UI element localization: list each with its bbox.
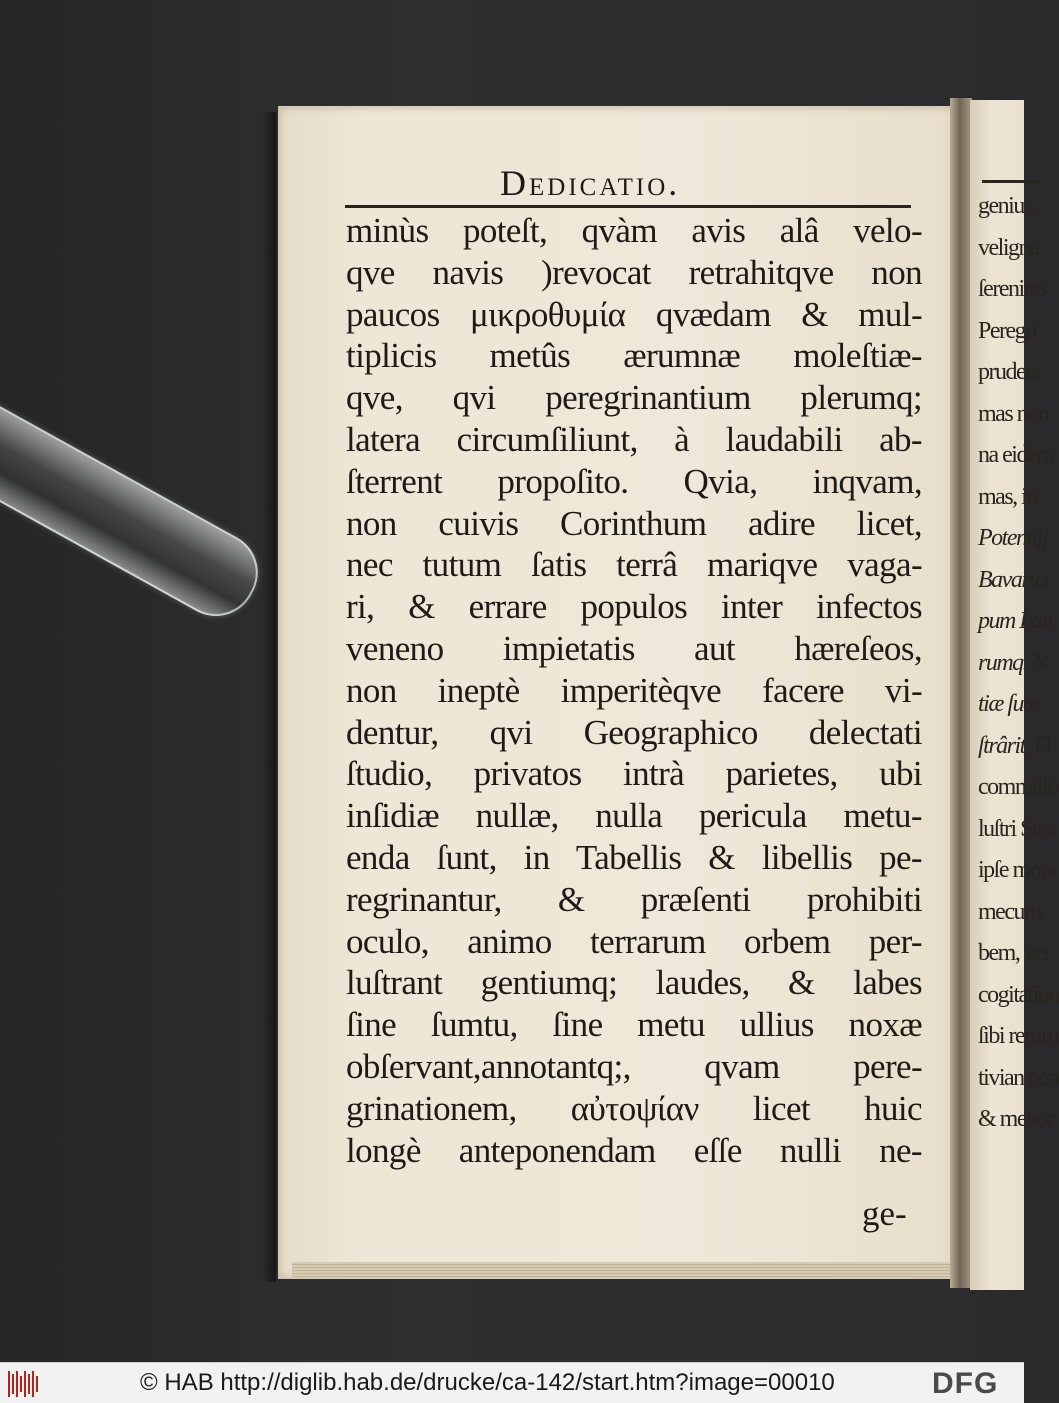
facing-text-line: mas, in [978, 483, 1037, 510]
text-line: latera circumſiliunt, à laudabili ab- [346, 419, 922, 459]
page-edges [292, 1262, 960, 1278]
catchword: ge- [862, 1194, 907, 1233]
text-line: ſine ſumtu, ſine metu ullius noxæ [346, 1005, 922, 1045]
text-line: luſtrant gentiumq; laudes, & labes [346, 963, 922, 1003]
text-line: ſtudio, privatos intrà parietes, ubi [346, 754, 922, 794]
facing-text-line: pum Lan [978, 608, 1053, 634]
viewer-footer [0, 1362, 1024, 1403]
facing-text-line: genius, [978, 193, 1037, 219]
text-line: ſterrent propoſito. Qvia, inqvam, [346, 461, 922, 501]
facing-text-line: prudent [978, 359, 1041, 385]
facing-text-line: ipſe moni [978, 857, 1056, 883]
text-line: regrinantur, & præſenti prohibiti [346, 879, 922, 919]
text-line: tiplicis metûs ærumnæ moleſtiæ- [346, 336, 922, 376]
facing-page-text [978, 186, 1058, 1141]
text-line: longè anteponendam eſſe nulli ne- [346, 1130, 922, 1170]
hab-logo-icon [8, 1371, 40, 1397]
facing-text-line: na eidem [978, 442, 1054, 468]
facing-page [970, 100, 1059, 1290]
facing-text-line: bem, ver [978, 940, 1050, 966]
text-line: obſervant,annotantq;, qvam pere- [346, 1046, 922, 1086]
text-line: qve navis )revocat retrahitqve non [346, 252, 922, 292]
facing-text-line: luſtri Sere [978, 815, 1057, 842]
book-gutter [950, 98, 972, 1288]
facing-text-line: rumq. N [978, 649, 1047, 676]
text-line: enda ſunt, in Tabellis & libellis pe- [346, 837, 922, 877]
facing-text-line: tivian con [978, 1064, 1059, 1091]
page-text [346, 210, 922, 1171]
text-line: grinationem, αὐτοψίαν licet huic [346, 1088, 922, 1128]
facing-text-line: tiæ ſuæ [978, 691, 1038, 717]
facing-text-line: cogitation [978, 981, 1059, 1008]
facing-text-line: Potentiſſ [978, 525, 1048, 551]
text-line: oculo, animo terrarum orbem per- [346, 921, 922, 961]
facing-text-line: & melior [978, 1106, 1054, 1132]
text-line: non cuivis Corinthum adire licet, [346, 503, 922, 543]
facing-text-line: Bavarici [978, 566, 1049, 593]
page-shadow [262, 112, 276, 1282]
facing-text-line: ſerenitas [978, 276, 1046, 302]
facing-text-line: mecum [978, 898, 1042, 925]
page-header: Dedicatio. [500, 163, 681, 203]
dfg-logo: DFG [932, 1367, 999, 1400]
facing-text-line: commiſſo [978, 774, 1058, 800]
facing-text-line: ſibi rerum [978, 1023, 1059, 1049]
text-line: minùs poteſt, qvàm avis alâ velo- [346, 211, 922, 250]
facing-text-line: veligna [978, 234, 1039, 261]
facing-page-rule [982, 180, 1042, 183]
text-line: inſidiæ nullæ, nulla pericula metu- [346, 796, 922, 836]
text-line: ri, & errare populos inter infectos [346, 587, 922, 627]
text-line: qve, qvi peregrinantium plerumq; [346, 378, 922, 418]
facing-text-line: Peregri [978, 317, 1037, 344]
text-line: paucos μικροθυμία qvædam & mul- [346, 294, 922, 334]
text-line: nec tutum ſatis terrâ mariqve vaga- [346, 545, 922, 585]
header-rule [345, 205, 911, 208]
facing-text-line: mas non [978, 400, 1049, 427]
facing-text-line: ſtrârit, D [978, 732, 1050, 759]
source-link[interactable]: © HAB http://diglib.hab.de/drucke/ca-142/start.htm?image=00010 [140, 1369, 835, 1396]
text-line: non ineptè imperitèqve facere vi- [346, 670, 922, 710]
text-line: veneno impietatis aut hæreſeos, [346, 628, 922, 668]
text-line: dentur, qvi Geographico delectati [346, 712, 922, 752]
